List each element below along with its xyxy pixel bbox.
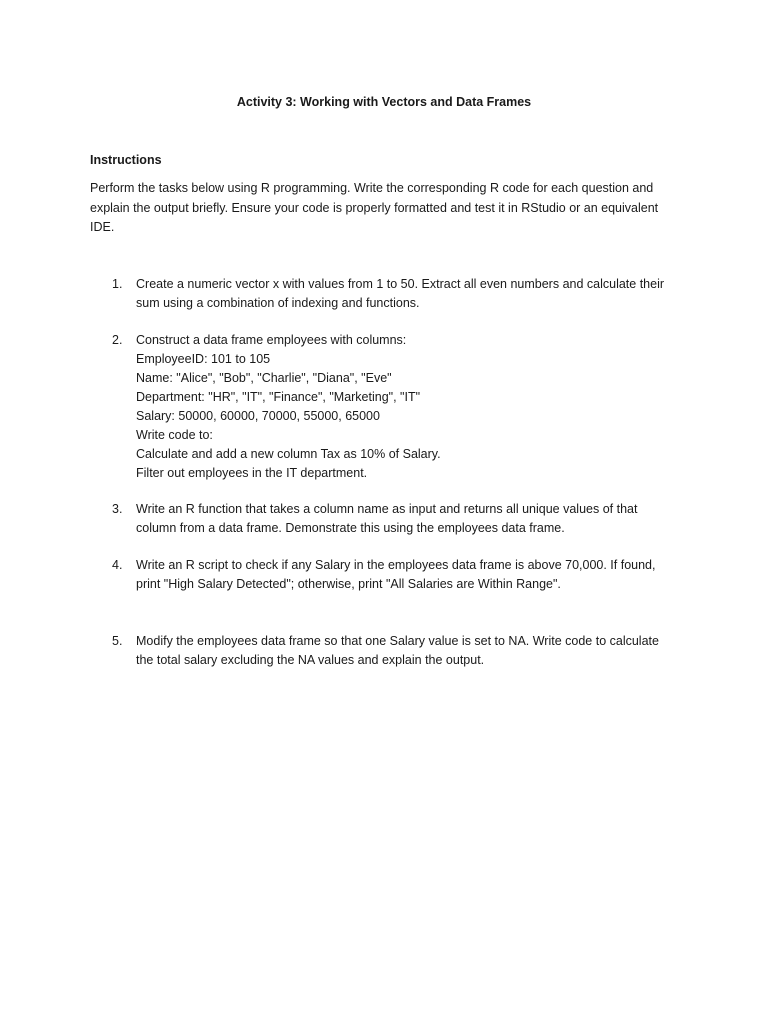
task-text (136, 331, 696, 483)
task-text (136, 632, 696, 670)
instructions-heading: Instructions (90, 153, 162, 167)
task-line: sum using a combination of indexing and functions. (136, 296, 420, 310)
task-line: Write an R function that takes a column name as input and returns all unique values of that (136, 502, 638, 516)
document-title: Activity 3: Working with Vectors and Data Frames (236, 95, 532, 109)
task-line: Write an R script to check if any Salary in the employees data frame is above 70,000. If found, (136, 558, 656, 572)
task-number: 5. (112, 634, 123, 648)
task-line: Salary: 50000, 60000, 70000, 55000, 65000 (136, 409, 380, 423)
instructions-paragraph (90, 179, 680, 238)
task-line: Filter out employees in the IT department. (136, 466, 368, 480)
task-line: EmployeeID: 101 to 105 (136, 352, 271, 366)
task-line: print "High Salary Detected"; otherwise, print "All Salaries are Within Range". (136, 577, 561, 591)
task-number: 1. (112, 277, 123, 291)
task-line: column from a data frame. Demonstrate this using the employees data frame. (136, 521, 565, 535)
task-text (136, 556, 696, 594)
task-line: Modify the employees data frame so that one Salary value is set to NA. Write code to calculate (136, 634, 659, 648)
task-line: Write code to: (136, 428, 213, 442)
task-text (136, 500, 696, 538)
task-line: Calculate and add a new column Tax as 10% of Salary. (136, 447, 441, 461)
task-number: 3. (112, 502, 123, 516)
task-number: 4. (112, 558, 123, 572)
task-line: Name: "Alice", "Bob", "Charlie", "Diana", "Eve" (136, 371, 392, 385)
task-text (136, 275, 696, 313)
paragraph-line: explain the output briefly. Ensure your code is properly formatted and test it in RStudio or an equivalent (90, 200, 659, 215)
task-line: the total salary excluding the NA values and explain the output. (136, 653, 485, 667)
paragraph-line: IDE. (90, 220, 115, 234)
paragraph-line: Perform the tasks below using R programming. Write the corresponding R code for each question and (90, 181, 654, 195)
task-number: 2. (112, 333, 123, 347)
task-line: Construct a data frame employees with columns: (136, 333, 407, 347)
task-line: Department: "HR", "IT", "Finance", "Marketing", "IT" (136, 390, 421, 404)
task-line: Create a numeric vector x with values from 1 to 50. Extract all even numbers and calculate their (136, 277, 665, 291)
